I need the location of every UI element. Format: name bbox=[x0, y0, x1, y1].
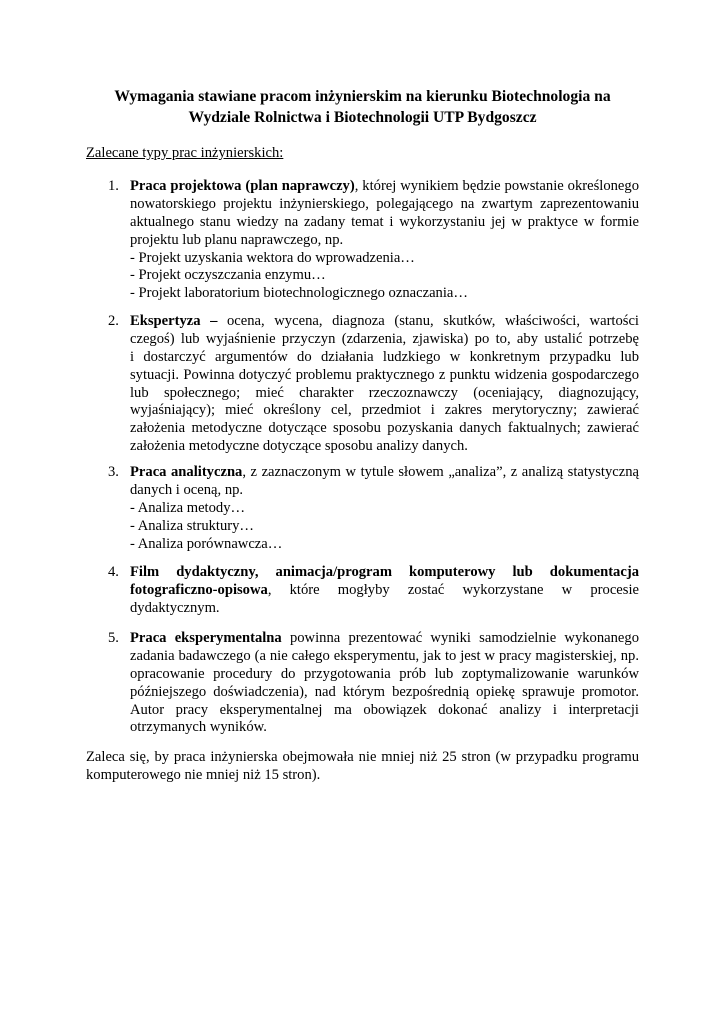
document-title bbox=[86, 86, 639, 128]
list-item-line: projektu lub planu naprawczego, np. bbox=[130, 231, 344, 248]
list-number: 3. bbox=[108, 464, 119, 480]
list-item-line: czegoś) lub wyjaśnienie przyczyn (zdarzenia, zjawiska) po to, aby ustalić potrzebę bbox=[130, 330, 639, 347]
list-item-body bbox=[130, 630, 639, 737]
list-item-body bbox=[130, 313, 639, 456]
list-number: 5. bbox=[108, 630, 119, 646]
item-bold-label: Praca eksperymentalna bbox=[130, 630, 282, 646]
list-item-line: Praca eksperymentalna powinna prezentować wyniki samodzielnie wykonanego bbox=[130, 630, 639, 646]
list-item-line: wyjaśniający); mieć określony cel, przedmiot i zakres merytoryczny; zawierać bbox=[130, 402, 639, 419]
list-item-line: zadania badawczego (a nie całego eksperymentu, jak to jest w pracy magisterskiej, np. bbox=[130, 647, 639, 664]
list-item-line: i dostarczyć argumentów do działania ludzkiego w konkretnym przypadku lub bbox=[130, 348, 639, 365]
list-item-line bbox=[130, 564, 639, 582]
list-number: 4. bbox=[108, 564, 119, 580]
paragraph-line: Zaleca się, by praca inżynierska obejmowała nie mniej niż 25 stron (w przypadku programu bbox=[86, 749, 639, 765]
list-item-line: założenia metodyczne dotyczące sposobu pozyskania danych faktualnych; zawierać bbox=[130, 420, 639, 437]
list-item-line: założenia metodyczne dotyczące sposobu analizy danych. bbox=[130, 438, 468, 455]
list-item-line: otrzymanych wyników. bbox=[130, 719, 267, 736]
list-item-line: Ekspertyza – ocena, wycena, diagnoza (stanu, skutków, właściwości, wartości bbox=[130, 313, 639, 329]
list-item-line: sytuacji. Powinna dotyczyć problemu praktycznego z punktu widzenia gospodarczego bbox=[130, 366, 639, 383]
example-line: - Analiza struktury… bbox=[130, 517, 255, 534]
item-bold-label: fotograficzno-opisowa bbox=[130, 581, 268, 598]
item-bold-label: Praca analityczna bbox=[130, 464, 243, 480]
list-item-body bbox=[130, 464, 639, 553]
list-number: 2. bbox=[108, 313, 119, 329]
example-line: - Projekt oczyszczania enzymu… bbox=[130, 267, 326, 284]
paragraph-line: komputerowego nie mniej niż 15 stron). bbox=[86, 766, 321, 783]
list-item-line: Autor pracy eksperymentalnej ma obowiązek dokonać analizy i interpretacji bbox=[130, 701, 639, 718]
closing-paragraph bbox=[86, 749, 639, 785]
title-line-1: Wymagania stawiane pracom inżynierskim na kierunku Biotechnologia na bbox=[114, 88, 611, 105]
list-item-line: fotograficzno-opisowa, które mogłyby zostać wykorzystane w procesie bbox=[130, 581, 639, 598]
example-line: - Analiza porównawcza… bbox=[130, 535, 283, 552]
list-item-line: opracowanie procedury do przygotowania prób lub zoptymalizowanie warunków bbox=[130, 665, 639, 682]
item-bold-label: Ekspertyza – bbox=[130, 313, 218, 329]
list-item-line: Praca projektowa (plan naprawczy), której wynikiem będzie powstanie określonego bbox=[130, 178, 639, 194]
list-item-line: dydaktycznym. bbox=[130, 599, 220, 616]
list-number: 1. bbox=[108, 178, 119, 194]
section-subtitle: Zalecane typy prac inżynierskich: bbox=[86, 145, 284, 161]
example-line: - Projekt laboratorium biotechnologicznego oznaczania… bbox=[130, 285, 468, 302]
example-line: - Projekt uzyskania wektora do wprowadzenia… bbox=[130, 249, 415, 266]
item-bold-label: Film dydaktyczny, animacja/program komputerowy lub dokumentacja bbox=[130, 564, 639, 580]
list-item-body bbox=[130, 564, 639, 618]
list-item-line: późniejszego doświadczenia), nad którym bezpośrednią opiekę sprawuje promotor. bbox=[130, 683, 639, 700]
list-item-line: Praca analityczna, z zaznaczonym w tytule słowem „analiza”, z analizą statystyczną bbox=[130, 464, 639, 480]
list-item-line: lub społecznego; mieć charakter rzeczoznawczy (oceniający, diagnozujący, bbox=[130, 384, 639, 401]
list-item-line: aktualnego stanu wiedzy na zadany temat i wykorzystaniu jej w praktyce w formie bbox=[130, 213, 639, 230]
list-item-line: danych i oceną, np. bbox=[130, 481, 244, 498]
list-item-body bbox=[130, 178, 639, 303]
example-line: - Analiza metody… bbox=[130, 499, 246, 516]
title-line-2: Wydziale Rolnictwa i Biotechnologii UTP Bydgoszcz bbox=[188, 109, 537, 126]
item-bold-label: Praca projektowa (plan naprawczy) bbox=[130, 178, 355, 194]
list-item-line: nowatorskiego projektu inżynierskiego, polegającego na zwartym zaprezentowaniu bbox=[130, 195, 639, 212]
